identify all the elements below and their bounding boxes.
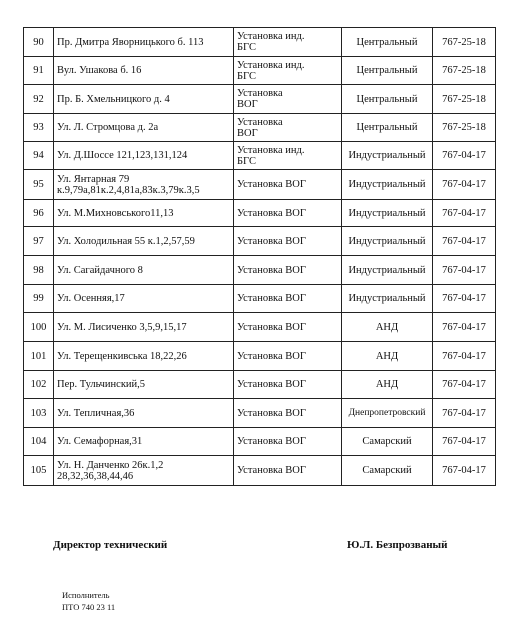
- phone-cell: 767-04-17: [433, 371, 496, 399]
- table-row: [24, 170, 496, 200]
- phone-cell: 767-04-17: [433, 342, 496, 371]
- signature-name: Ю.Л. Безпрозваный: [347, 539, 448, 551]
- district-cell: Индустриальный: [342, 142, 433, 170]
- work-type-cell: Установка ВОГ: [234, 114, 342, 142]
- address-cell: Вул. Ушакова б. 16: [54, 57, 234, 85]
- address-cell: Ул. М.Михновського11,13: [54, 200, 234, 227]
- district-cell: Самарский: [342, 456, 433, 486]
- address-cell: Пр. Б. Хмельницкого д. 4: [54, 85, 234, 114]
- phone-cell: 767-25-18: [433, 85, 496, 114]
- executor-label: Исполнитель: [62, 590, 110, 600]
- row-number-cell: 92: [24, 85, 54, 114]
- table-body: [24, 28, 496, 486]
- work-type-cell: Установка ВОГ: [234, 371, 342, 399]
- work-type-cell: Установка ВОГ: [234, 456, 342, 486]
- row-number-cell: 102: [24, 371, 54, 399]
- district-cell: Индустриальный: [342, 200, 433, 227]
- district-cell: АНД: [342, 371, 433, 399]
- work-type-cell: Установка ВОГ: [234, 313, 342, 342]
- table-row: [24, 142, 496, 170]
- phone-cell: 767-04-17: [433, 313, 496, 342]
- table-row: [24, 28, 496, 57]
- district-cell: Центральный: [342, 57, 433, 85]
- row-number-cell: 97: [24, 227, 54, 256]
- table-row: [24, 57, 496, 85]
- district-cell: Индустриальный: [342, 170, 433, 200]
- address-cell: Ул. Н. Данченко 26к.1,2 28,32,36,38,44,46: [54, 456, 234, 486]
- district-cell: Центральный: [342, 114, 433, 142]
- district-cell: Индустриальный: [342, 256, 433, 285]
- row-number-cell: 98: [24, 256, 54, 285]
- address-cell: Ул. Д.Шоссе 121,123,131,124: [54, 142, 234, 170]
- table-row: [24, 256, 496, 285]
- address-cell: Ул. Тепличная,36: [54, 399, 234, 428]
- work-type-cell: Установка ВОГ: [234, 85, 342, 114]
- phone-cell: 767-04-17: [433, 456, 496, 486]
- table-row: [24, 114, 496, 142]
- row-number-cell: 99: [24, 285, 54, 313]
- district-cell: АНД: [342, 313, 433, 342]
- work-type-cell: Установка ВОГ: [234, 256, 342, 285]
- address-cell: Пер. Тульчинский,5: [54, 371, 234, 399]
- phone-cell: 767-04-17: [433, 256, 496, 285]
- row-number-cell: 105: [24, 456, 54, 486]
- table-row: [24, 371, 496, 399]
- district-cell: Индустриальный: [342, 227, 433, 256]
- district-cell: Центральный: [342, 85, 433, 114]
- row-number-cell: 96: [24, 200, 54, 227]
- address-table: [23, 27, 496, 486]
- phone-cell: 767-25-18: [433, 57, 496, 85]
- row-number-cell: 90: [24, 28, 54, 57]
- table-row: [24, 200, 496, 227]
- table-row: [24, 456, 496, 486]
- signature-title: Директор технический: [53, 539, 168, 551]
- row-number-cell: 100: [24, 313, 54, 342]
- address-cell: Ул. М. Лисиченко 3,5,9,15,17: [54, 313, 234, 342]
- phone-cell: 767-04-17: [433, 399, 496, 428]
- row-number-cell: 93: [24, 114, 54, 142]
- phone-cell: 767-25-18: [433, 114, 496, 142]
- phone-cell: 767-04-17: [433, 142, 496, 170]
- work-type-cell: Установка ВОГ: [234, 399, 342, 428]
- work-type-cell: Установка ВОГ: [234, 342, 342, 371]
- district-cell: АНД: [342, 342, 433, 371]
- row-number-cell: 94: [24, 142, 54, 170]
- district-cell: Центральный: [342, 28, 433, 57]
- phone-cell: 767-04-17: [433, 285, 496, 313]
- table-row: [24, 313, 496, 342]
- table-row: [24, 227, 496, 256]
- table-row: [24, 85, 496, 114]
- table-row: [24, 285, 496, 313]
- district-cell: Днепропетровский: [342, 399, 433, 428]
- work-type-cell: Установка инд. БГС: [234, 28, 342, 57]
- work-type-cell: Установка ВОГ: [234, 428, 342, 456]
- work-type-cell: Установка ВОГ: [234, 200, 342, 227]
- phone-cell: 767-04-17: [433, 170, 496, 200]
- address-cell: Пр. Дмитра Яворницького б. 113: [54, 28, 234, 57]
- work-type-cell: Установка инд. БГС: [234, 142, 342, 170]
- address-cell: Ул. Л. Стромцова д. 2а: [54, 114, 234, 142]
- address-cell: Ул. Сагайдачного 8: [54, 256, 234, 285]
- work-type-cell: Установка ВОГ: [234, 285, 342, 313]
- work-type-cell: Установка ВОГ: [234, 227, 342, 256]
- address-cell: Ул. Холодильная 55 к.1,2,57,59: [54, 227, 234, 256]
- table-row: [24, 342, 496, 371]
- district-cell: Самарский: [342, 428, 433, 456]
- phone-cell: 767-25-18: [433, 28, 496, 57]
- table-row: [24, 399, 496, 428]
- row-number-cell: 95: [24, 170, 54, 200]
- address-cell: Ул. Янтарная 79 к.9,79а,81к.2,4,81а,83к.3,79к.3,5: [54, 170, 234, 200]
- row-number-cell: 103: [24, 399, 54, 428]
- work-type-cell: Установка ВОГ: [234, 170, 342, 200]
- address-cell: Ул. Осенняя,17: [54, 285, 234, 313]
- address-cell: Ул. Терещенкивська 18,22,26: [54, 342, 234, 371]
- row-number-cell: 91: [24, 57, 54, 85]
- phone-cell: 767-04-17: [433, 200, 496, 227]
- phone-cell: 767-04-17: [433, 227, 496, 256]
- work-type-cell: Установка инд. БГС: [234, 57, 342, 85]
- row-number-cell: 101: [24, 342, 54, 371]
- row-number-cell: 104: [24, 428, 54, 456]
- table-row: [24, 428, 496, 456]
- district-cell: Индустриальный: [342, 285, 433, 313]
- phone-cell: 767-04-17: [433, 428, 496, 456]
- address-cell: Ул. Семафорная,31: [54, 428, 234, 456]
- executor-phone: ПТО 740 23 11: [62, 602, 116, 612]
